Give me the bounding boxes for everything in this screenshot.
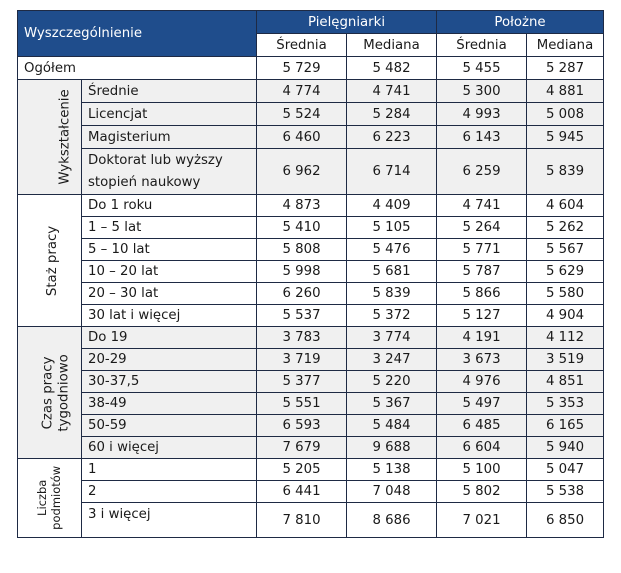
row-label: 50-59 (82, 415, 257, 437)
cell: 4 904 (527, 305, 604, 327)
row-label: 10 – 20 lat (82, 261, 257, 283)
cell: 5 808 (257, 239, 347, 261)
row-label: 3 i więcej (82, 503, 257, 538)
cell: 4 976 (437, 371, 527, 393)
table-row (18, 415, 604, 437)
row-label: 1 (82, 459, 257, 481)
cell: 5 105 (347, 217, 437, 239)
header-sub: Średnia (437, 34, 527, 57)
cell: 4 993 (437, 103, 527, 126)
cell: 5 047 (527, 459, 604, 481)
cell: 4 774 (257, 80, 347, 103)
table-row (18, 349, 604, 371)
cell: 5 138 (347, 459, 437, 481)
header-sub: Mediana (527, 34, 604, 57)
cell: 6 143 (437, 126, 527, 149)
row-label: Magisterium (82, 126, 257, 149)
cell: 5 940 (527, 437, 604, 459)
cell: 5 377 (257, 371, 347, 393)
table-row (18, 481, 604, 503)
cell: 6 441 (257, 481, 347, 503)
cell: 5 482 (347, 57, 437, 80)
cell: 6 260 (257, 283, 347, 305)
cell: 4 741 (437, 195, 527, 217)
table-row (18, 103, 604, 126)
cell: 3 519 (527, 349, 604, 371)
cell: 6 850 (527, 503, 604, 538)
row-label: Licencjat (82, 103, 257, 126)
cell: 3 783 (257, 327, 347, 349)
table-row (18, 459, 604, 481)
cell: 5 537 (257, 305, 347, 327)
group-label-seniority: Staż pracy (18, 195, 82, 327)
row-label: 30-37,5 (82, 371, 257, 393)
cell: 5 127 (437, 305, 527, 327)
cell: 5 372 (347, 305, 437, 327)
cell: 6 259 (437, 149, 527, 195)
row-label: Doktorat lub wyższy stopień naukowy (82, 149, 257, 195)
cell: 5 524 (257, 103, 347, 126)
header-sub: Mediana (347, 34, 437, 57)
table-row (18, 195, 604, 217)
cell: 5 476 (347, 239, 437, 261)
table-row (18, 437, 604, 459)
cell: 5 497 (437, 393, 527, 415)
cell: 5 220 (347, 371, 437, 393)
cell: 5 945 (527, 126, 604, 149)
cell: 3 719 (257, 349, 347, 371)
cell: 6 223 (347, 126, 437, 149)
cell: 5 008 (527, 103, 604, 126)
cell: 3 774 (347, 327, 437, 349)
cell: 7 048 (347, 481, 437, 503)
cell: 5 264 (437, 217, 527, 239)
cell: 4 604 (527, 195, 604, 217)
cell: 4 851 (527, 371, 604, 393)
cell: 8 686 (347, 503, 437, 538)
table-row (18, 327, 604, 349)
cell: 5 410 (257, 217, 347, 239)
row-label: 20 – 30 lat (82, 283, 257, 305)
cell: 4 409 (347, 195, 437, 217)
cell: 5 567 (527, 239, 604, 261)
cell: 9 688 (347, 437, 437, 459)
table-row (18, 393, 604, 415)
cell: 5 551 (257, 393, 347, 415)
cell: 7 021 (437, 503, 527, 538)
cell: 5 839 (347, 283, 437, 305)
cell: 7 810 (257, 503, 347, 538)
cell: 6 604 (437, 437, 527, 459)
cell: 5 629 (527, 261, 604, 283)
cell: 5 455 (437, 57, 527, 80)
cell: 5 262 (527, 217, 604, 239)
cell: 5 353 (527, 393, 604, 415)
row-label: Ogółem (18, 57, 257, 80)
cell: 4 112 (527, 327, 604, 349)
cell: 5 839 (527, 149, 604, 195)
cell: 5 367 (347, 393, 437, 415)
cell: 4 741 (347, 80, 437, 103)
cell: 6 714 (347, 149, 437, 195)
row-label: 38-49 (82, 393, 257, 415)
table-row (18, 305, 604, 327)
row-label: 2 (82, 481, 257, 503)
cell: 5 771 (437, 239, 527, 261)
table-row (18, 57, 604, 80)
table-row (18, 261, 604, 283)
cell: 3 247 (347, 349, 437, 371)
cell: 5 866 (437, 283, 527, 305)
cell: 5 100 (437, 459, 527, 481)
table-row (18, 126, 604, 149)
table-row (18, 239, 604, 261)
cell: 5 284 (347, 103, 437, 126)
table-row (18, 217, 604, 239)
row-label: 5 – 10 lat (82, 239, 257, 261)
row-label: 1 – 5 lat (82, 217, 257, 239)
table-row (18, 503, 604, 538)
cell: 6 485 (437, 415, 527, 437)
cell: 4 881 (527, 80, 604, 103)
cell: 4 873 (257, 195, 347, 217)
header-group-nurses: Pielęgniarki (257, 11, 437, 34)
header-group-midwives: Położne (437, 11, 604, 34)
cell: 6 593 (257, 415, 347, 437)
cell: 5 205 (257, 459, 347, 481)
cell: 5 729 (257, 57, 347, 80)
cell: 5 802 (437, 481, 527, 503)
table-row (18, 371, 604, 393)
cell: 6 460 (257, 126, 347, 149)
group-label-weekly-hours: Czas pracy tygodniowo (18, 327, 82, 459)
cell: 6 962 (257, 149, 347, 195)
cell: 5 287 (527, 57, 604, 80)
row-label: Średnie (82, 80, 257, 103)
cell: 5 300 (437, 80, 527, 103)
table-row (18, 149, 604, 195)
cell: 5 787 (437, 261, 527, 283)
cell: 5 538 (527, 481, 604, 503)
cell: 5 998 (257, 261, 347, 283)
header-sub: Średnia (257, 34, 347, 57)
table-row (18, 283, 604, 305)
row-label: 30 lat i więcej (82, 305, 257, 327)
table-row (18, 80, 604, 103)
row-label: 20-29 (82, 349, 257, 371)
cell: 6 165 (527, 415, 604, 437)
salary-table (17, 10, 604, 538)
header-first-col: Wyszczególnienie (18, 11, 257, 57)
cell: 5 484 (347, 415, 437, 437)
cell: 5 681 (347, 261, 437, 283)
cell: 5 580 (527, 283, 604, 305)
row-label: Do 1 roku (82, 195, 257, 217)
row-label: Do 19 (82, 327, 257, 349)
group-label-employers: Liczba podmiotów (18, 459, 82, 538)
group-label-education: Wykształcenie (18, 80, 82, 195)
cell: 7 679 (257, 437, 347, 459)
cell: 4 191 (437, 327, 527, 349)
table-wrapper (17, 10, 604, 538)
cell: 3 673 (437, 349, 527, 371)
row-label: 60 i więcej (82, 437, 257, 459)
